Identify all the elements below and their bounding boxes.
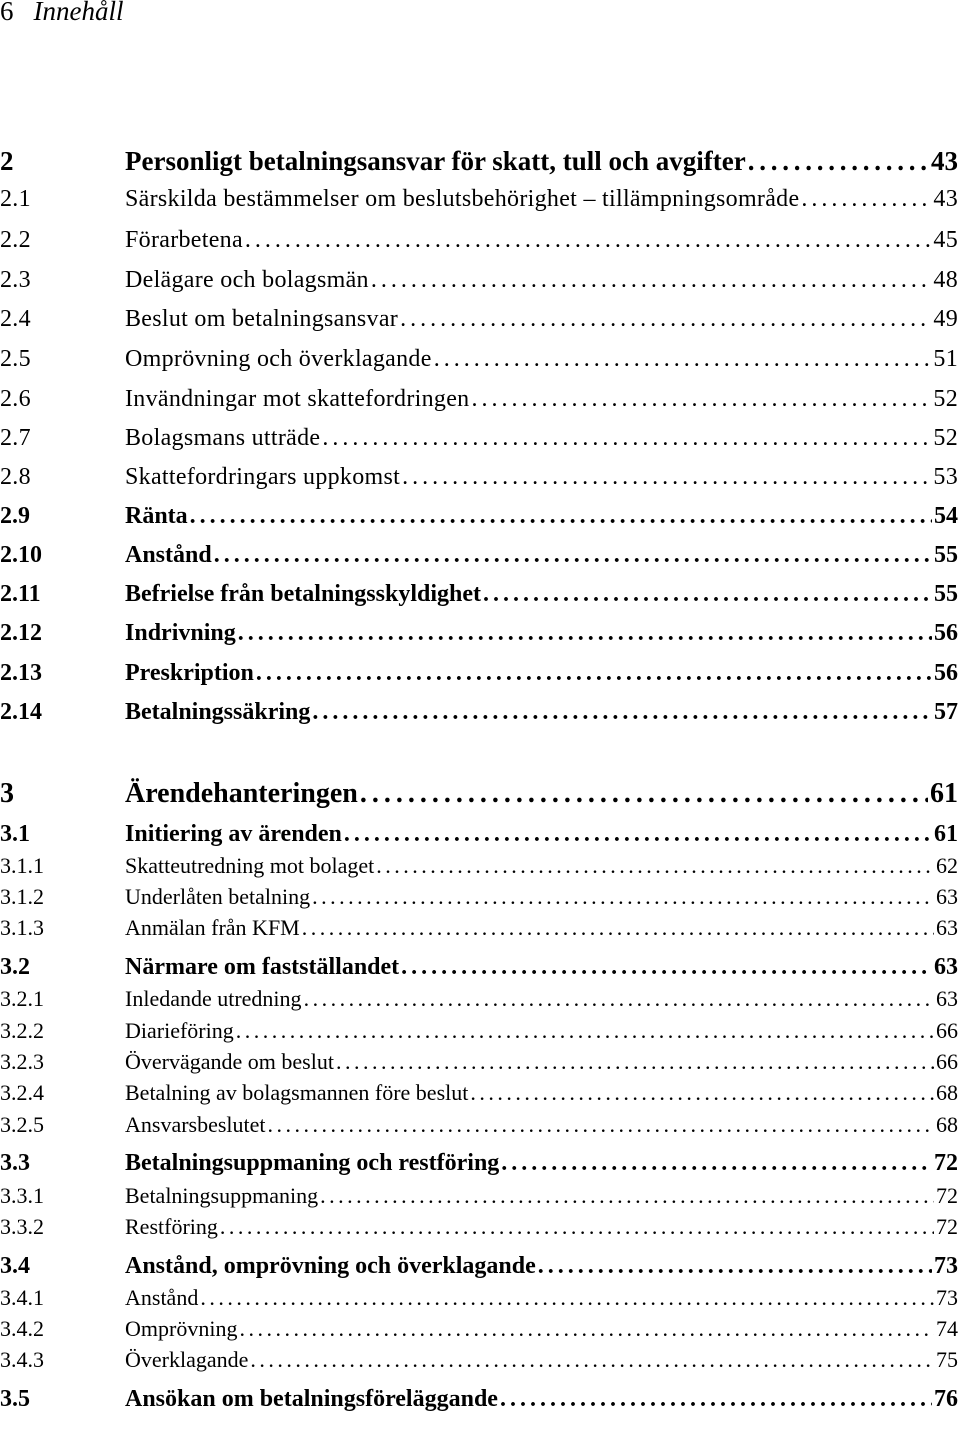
toc-entry-title: Ansvarsbeslutet — [125, 1112, 266, 1137]
toc-entry-number: 3.4.2 — [0, 1316, 44, 1341]
toc-entry-page: 72 — [934, 1150, 958, 1176]
dot-leader — [250, 1347, 934, 1373]
toc-entry-number: 3.2.4 — [0, 1080, 44, 1105]
toc-entry-page: 75 — [936, 1347, 958, 1372]
toc-entry[interactable] — [0, 1386, 958, 1413]
toc-entry[interactable] — [0, 884, 958, 910]
toc-entry[interactable] — [0, 699, 958, 726]
toc-entry-number: 2.3 — [0, 267, 31, 293]
dot-leader — [245, 227, 931, 254]
dot-leader — [538, 1253, 932, 1280]
toc-entry-title: Betalning av bolagsmannen före beslut — [125, 1080, 469, 1105]
toc-entry-page: 74 — [936, 1316, 958, 1341]
dot-leader — [320, 1183, 934, 1209]
toc-entry[interactable] — [0, 386, 958, 413]
toc-entry-title: Närmare om fastställandet — [125, 954, 400, 980]
toc-entry-title: Skattefordringars uppkomst — [125, 464, 401, 490]
toc-entry[interactable] — [0, 1080, 958, 1106]
toc-entry-page: 52 — [933, 386, 958, 412]
toc-entry-title: Anmälan från KFM — [125, 915, 300, 940]
toc-entry-page: 54 — [934, 503, 958, 529]
toc-entry-page: 51 — [933, 346, 958, 372]
toc-entry-page: 61 — [930, 778, 958, 809]
toc-entry-page: 45 — [933, 227, 958, 253]
toc-entry[interactable] — [0, 1316, 958, 1342]
toc-entry[interactable] — [0, 1183, 958, 1209]
toc-entry-number: 2.14 — [0, 699, 42, 725]
toc-entry-title: Omprövning — [125, 1316, 238, 1341]
toc-entry[interactable] — [0, 464, 958, 491]
page-header — [0, 0, 123, 28]
toc-entry-title: Betalningssäkring — [125, 699, 311, 725]
toc-entry-page: 68 — [936, 1080, 958, 1105]
toc-entry-title: Anstånd, omprövning och överklagande — [125, 1253, 536, 1279]
toc-entry-title: Övervägande om beslut — [125, 1049, 334, 1074]
toc-entry[interactable] — [0, 778, 958, 810]
toc-entry-page: 43 — [931, 146, 958, 176]
dot-leader — [748, 146, 929, 177]
toc-entry-number: 3.1.1 — [0, 853, 44, 878]
toc-entry[interactable] — [0, 821, 958, 848]
dot-leader — [312, 884, 934, 910]
dot-leader — [376, 853, 934, 879]
toc-entry-number: 3.2 — [0, 954, 30, 980]
toc-entry-title: Överklagande — [125, 1347, 249, 1372]
toc-entry[interactable] — [0, 581, 958, 608]
toc-entry-number: 3.3.1 — [0, 1183, 44, 1208]
dot-leader — [371, 267, 932, 294]
toc-entry-number: 2.11 — [0, 581, 41, 607]
toc-entry-title: Initiering av ärenden — [125, 821, 342, 847]
dot-leader — [470, 1080, 934, 1106]
toc-entry-page: 57 — [934, 699, 958, 725]
toc-entry-number: 3.2.2 — [0, 1018, 44, 1043]
toc-entry-page: 76 — [934, 1386, 958, 1412]
toc-entry-title: Skatteutredning mot bolaget — [125, 853, 375, 878]
toc-entry-page: 63 — [936, 986, 958, 1011]
toc-entry-title: Anstånd — [125, 1285, 199, 1310]
toc-entry[interactable] — [0, 660, 958, 687]
dot-leader — [322, 425, 931, 452]
toc-entry[interactable] — [0, 1018, 958, 1044]
toc-entry-number: 3 — [0, 778, 14, 809]
toc-entry-title: Förarbetena — [125, 227, 243, 253]
toc-entry-title: Ränta — [125, 503, 188, 529]
toc-entry-title: Beslut om betalningsansvar — [125, 306, 399, 332]
toc-entry-number: 2.9 — [0, 503, 30, 529]
toc-entry-page: 55 — [934, 542, 958, 568]
toc-entry-title: Särskilda bestämmelser om beslutsbehörighet – tillämpningsområde — [125, 186, 800, 212]
toc-entry[interactable] — [0, 1285, 958, 1311]
running-title: Innehåll — [33, 0, 124, 26]
dot-leader — [312, 699, 932, 726]
toc-entry-number: 2.5 — [0, 346, 31, 372]
toc-entry-page: 72 — [936, 1183, 958, 1208]
toc-entry[interactable] — [0, 1347, 958, 1373]
toc-entry-page: 63 — [934, 954, 958, 980]
toc-entry-page: 43 — [933, 186, 958, 212]
toc-entry-number: 3.4.3 — [0, 1347, 44, 1372]
toc-entry-title: Ärendehanteringen — [125, 778, 358, 809]
toc-entry-page: 66 — [936, 1049, 958, 1074]
toc-entry[interactable] — [0, 954, 958, 981]
toc-entry-page: 72 — [936, 1214, 958, 1239]
toc-entry-page: 66 — [936, 1018, 958, 1043]
page-number: 6 — [0, 0, 14, 26]
dot-leader — [239, 1316, 934, 1342]
dot-leader — [214, 542, 932, 569]
dot-leader — [220, 1214, 934, 1240]
toc-entry[interactable] — [0, 1253, 958, 1280]
toc-entry-page: 48 — [933, 267, 958, 293]
dot-leader — [360, 778, 928, 810]
toc-entry-number: 3.3.2 — [0, 1214, 44, 1239]
toc-entry-number: 3.2.5 — [0, 1112, 44, 1137]
toc-entry-title: Personligt betalningsansvar för skatt, tull och avgifter — [125, 146, 746, 176]
toc-entry-page: 63 — [936, 884, 958, 909]
toc-entry-number: 2.2 — [0, 227, 31, 253]
toc-entry-page: 49 — [933, 306, 958, 332]
toc-entry[interactable] — [0, 986, 958, 1012]
toc-entry-number: 3.4 — [0, 1253, 30, 1279]
toc-entry-page: 68 — [936, 1112, 958, 1137]
toc-entry-page: 62 — [936, 853, 958, 878]
toc-entry-page: 61 — [934, 821, 958, 847]
toc-entry-title: Bolagsmans utträde — [125, 425, 321, 451]
toc-entry-number: 3.5 — [0, 1386, 30, 1412]
toc-entry-page: 52 — [933, 425, 958, 451]
toc-entry[interactable] — [0, 306, 958, 333]
toc-entry-page: 56 — [934, 660, 958, 686]
toc-entry[interactable] — [0, 186, 958, 213]
toc-entry[interactable] — [0, 425, 958, 452]
toc-entry[interactable] — [0, 1150, 958, 1177]
toc-entry-number: 3.1 — [0, 821, 30, 847]
toc-entry[interactable] — [0, 346, 958, 373]
toc-entry-title: Underlåten betalning — [125, 884, 311, 909]
dot-leader — [483, 581, 932, 608]
toc-entry-title: Preskription — [125, 660, 254, 686]
toc-entry-number: 2.7 — [0, 425, 31, 451]
toc-entry-number: 2 — [0, 146, 14, 176]
dot-leader — [402, 464, 931, 491]
dot-leader — [500, 1386, 932, 1413]
toc-entry-title: Befrielse från betalningsskyldighet — [125, 581, 482, 607]
toc-entry-title: Ansökan om betalningsföreläggande — [125, 1386, 498, 1412]
toc-entry-title: Diarieföring — [125, 1018, 234, 1043]
dot-leader — [304, 986, 934, 1012]
toc-entry[interactable] — [0, 1049, 958, 1075]
toc-entry-number: 3.1.2 — [0, 884, 44, 909]
toc-entry-title: Inledande utredning — [125, 986, 302, 1011]
toc-entry-page: 56 — [934, 620, 958, 646]
toc-entry[interactable] — [0, 1112, 958, 1138]
toc-entry-number: 3.2.3 — [0, 1049, 44, 1074]
toc-entry-title: Invändningar mot skattefordringen — [125, 386, 470, 412]
dot-leader — [302, 915, 934, 941]
toc-entry-number: 3.4.1 — [0, 1285, 44, 1310]
toc-entry-page: 73 — [934, 1253, 958, 1279]
toc-entry-number: 2.13 — [0, 660, 42, 686]
dot-leader — [336, 1049, 934, 1075]
toc-entry[interactable] — [0, 620, 958, 647]
toc-entry-title: Delägare och bolagsmän — [125, 267, 369, 293]
dot-leader — [200, 1285, 934, 1311]
toc-entry-number: 2.10 — [0, 542, 42, 568]
toc-entry-title: Betalningsuppmaning och restföring — [125, 1150, 500, 1176]
dot-leader — [238, 620, 932, 647]
dot-leader — [236, 1018, 934, 1044]
toc-entry[interactable] — [0, 267, 958, 294]
dot-leader — [434, 346, 932, 373]
toc-entry-number: 3.1.3 — [0, 915, 44, 940]
toc-entry-number: 2.8 — [0, 464, 31, 490]
toc-entry-title: Indrivning — [125, 620, 236, 646]
dot-leader — [256, 660, 932, 687]
dot-leader — [190, 503, 932, 530]
toc-entry-page: 53 — [933, 464, 958, 490]
toc-entry-title: Anstånd — [125, 542, 212, 568]
toc-entry[interactable] — [0, 227, 958, 254]
dot-leader — [501, 1150, 932, 1177]
toc-entry-page: 63 — [936, 915, 958, 940]
toc-entry-page: 73 — [936, 1285, 958, 1310]
dot-leader — [801, 186, 931, 213]
toc-entry-number: 3.3 — [0, 1150, 30, 1176]
dot-leader — [344, 821, 932, 848]
toc-entry-number: 3.2.1 — [0, 986, 44, 1011]
toc-entry-number: 2.4 — [0, 306, 31, 332]
toc-entry-number: 2.1 — [0, 186, 31, 212]
toc-entry-title: Betalningsuppmaning — [125, 1183, 319, 1208]
dot-leader — [471, 386, 931, 413]
toc-entry[interactable] — [0, 146, 958, 177]
toc-entry[interactable] — [0, 542, 958, 569]
toc-entry[interactable] — [0, 1214, 958, 1240]
toc-entry-title: Omprövning och överklagande — [125, 346, 432, 372]
toc-entry[interactable] — [0, 915, 958, 941]
toc-entry-title: Restföring — [125, 1214, 218, 1239]
toc-entry-number: 2.12 — [0, 620, 42, 646]
toc-entry[interactable] — [0, 853, 958, 879]
dot-leader — [401, 954, 932, 981]
dot-leader — [268, 1112, 934, 1138]
toc-entry-number: 2.6 — [0, 386, 31, 412]
toc-entry-page: 55 — [934, 581, 958, 607]
dot-leader — [400, 306, 931, 333]
toc-entry[interactable] — [0, 503, 958, 530]
